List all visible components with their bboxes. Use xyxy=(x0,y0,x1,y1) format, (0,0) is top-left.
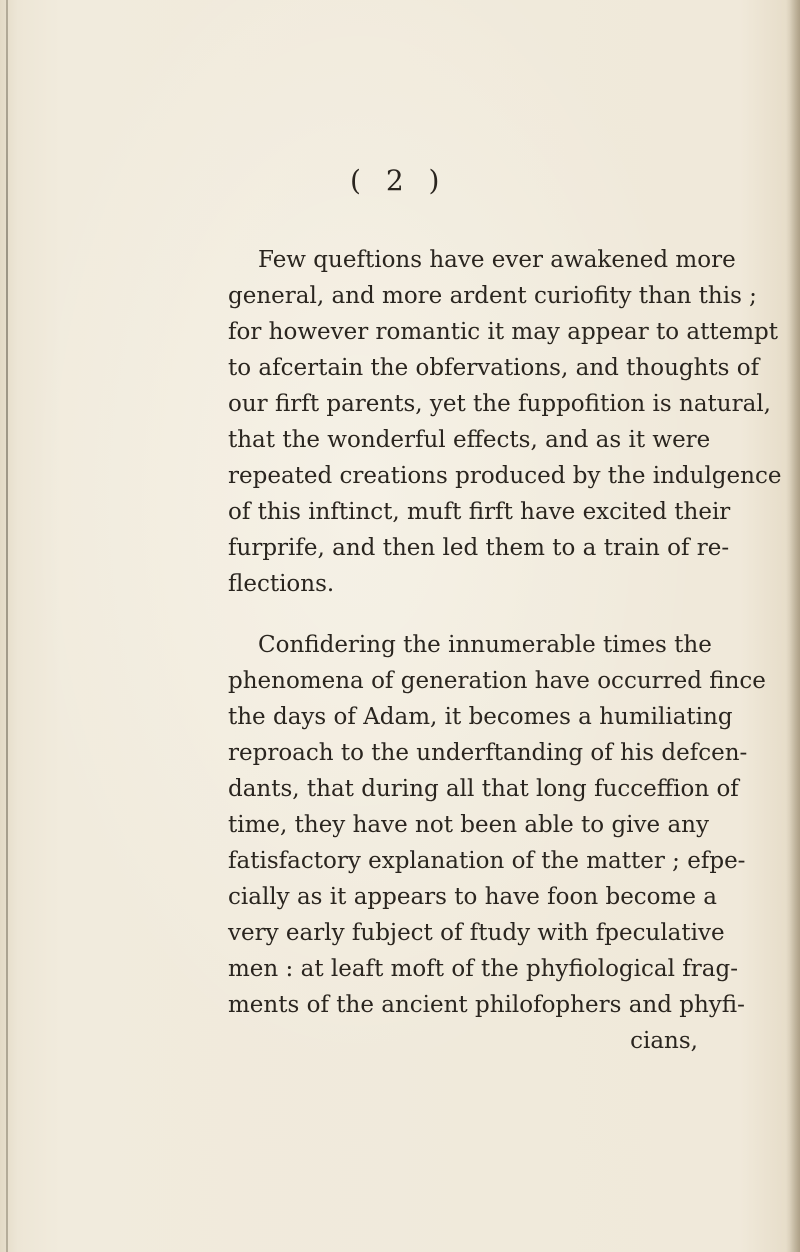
catchword: cians, xyxy=(630,1028,698,1054)
paragraph-2-line-9: very early fubject of ftudy with fpeculative xyxy=(228,920,725,946)
paragraph-1-line-8: of this inftinct, muft firft have excited their xyxy=(228,499,731,525)
paragraph-1-line-2: general, and more ardent curiofity than this ; xyxy=(228,283,757,309)
paragraph-2-line-7: fatisfactory explanation of the matter ; efpe- xyxy=(228,848,746,874)
paragraph-1-line-6: that the wonderful effects, and as it were xyxy=(228,427,711,453)
paragraph-1-line-7: repeated creations produced by the indulgence xyxy=(228,463,782,489)
paragraph-2-line-5: dants, that during all that long fucceffion of xyxy=(228,776,739,802)
paragraph-2-line-6: time, they have not been able to give any xyxy=(228,812,709,838)
paragraph-2-line-2: phenomena of generation have occurred fince xyxy=(228,668,766,694)
paragraph-2-line-1: Confidering the innumerable times the xyxy=(258,632,712,658)
paragraph-1-line-10: flections. xyxy=(228,571,335,597)
paragraph-1-line-4: to afcertain the obfervations, and thoughts of xyxy=(228,355,760,381)
paragraph-1-line-1: Few queftions have ever awakened more xyxy=(258,247,736,273)
paragraph-1-line-9: furprife, and then led them to a train of re- xyxy=(228,535,730,561)
paragraph-1-line-3: for however romantic it may appear to attempt xyxy=(228,319,779,345)
page-edge-shadow xyxy=(786,0,800,1252)
paragraph-2-line-11: ments of the ancient philofophers and phyfi- xyxy=(228,992,745,1018)
paragraph-2-line-3: the days of Adam, it becomes a humiliating xyxy=(228,704,733,730)
paragraph-1-line-5: our firft parents, yet the fuppofition is natural, xyxy=(228,391,771,417)
page-number: ( 2 ) xyxy=(350,164,448,197)
binding-gutter xyxy=(6,0,8,1252)
paragraph-2-line-10: men : at leaft moft of the phyfiological frag- xyxy=(228,956,738,982)
paragraph-2-line-8: cially as it appears to have foon become a xyxy=(228,884,717,910)
paragraph-2-line-4: reproach to the underftanding of his defcen- xyxy=(228,740,748,766)
